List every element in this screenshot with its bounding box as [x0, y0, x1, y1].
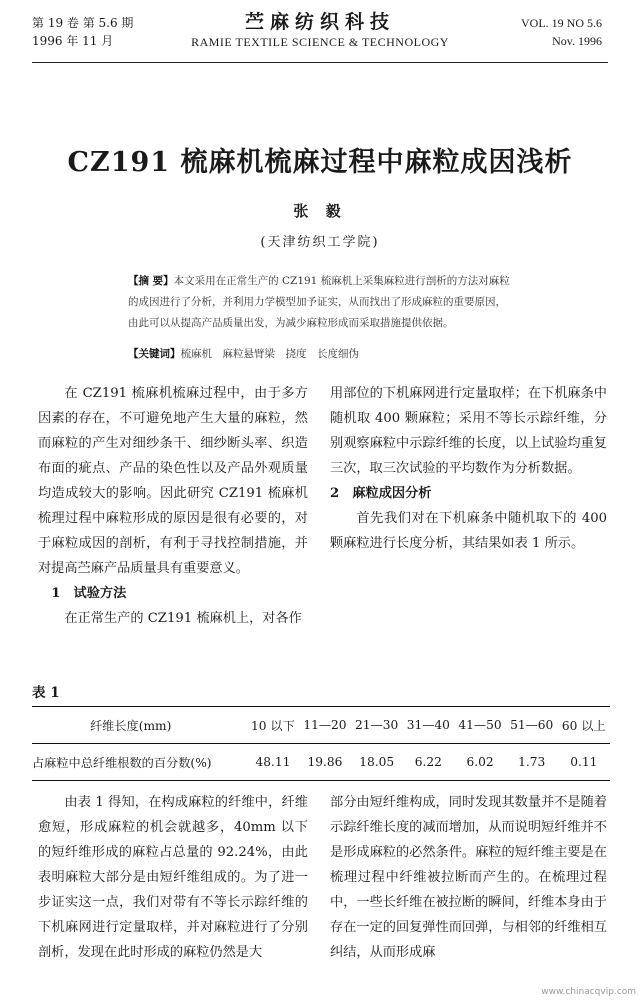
- body-column-right-lower: [330, 790, 607, 965]
- keywords-label: 【关键词】: [128, 348, 181, 360]
- author-affiliation: (天津纺织工学院): [260, 235, 380, 250]
- table-cell: 31—40: [402, 707, 454, 744]
- section-heading-1: 1 试验方法: [51, 586, 127, 601]
- table-cell: 6.02: [454, 744, 506, 781]
- method-paragraph-cont: 用部位的下机麻网进行定量取样；在下机麻条中随机取 400 颗麻粒；采用不等长示踪纤维，分别观察麻粒中示踪纤维的长度，以上试验均重复三次，取三次试验的平均数作为分析数据。: [330, 386, 607, 476]
- abstract: [128, 271, 516, 334]
- discussion-paragraph: 由表 1 得知，在构成麻粒的纤维中，纤维愈短，形成麻粒的机会就越多，40mm 以下的短纤维形成的麻粒占总量的 92.24%，由此表明麻粒大部分是由短纤维组成的。为了进一步证实这一点，我们对带有不等长示踪纤维的下机麻网进行定量取样，并对麻粒进行了分别剖析，发现在此时形成的麻粒仍然是大: [38, 795, 308, 960]
- journal-name-cn: 苎麻纺织科技: [244, 11, 395, 33]
- table-cell: 0.11: [558, 744, 610, 781]
- body-column-left: [38, 381, 308, 631]
- section-heading-2: 2 麻粒成因分析: [330, 486, 432, 501]
- intro-paragraph: 在 CZ191 梳麻机梳麻过程中，由于多方因素的存在，不可避免地产生大量的麻粒，然而麻粒的产生对细纱条干、细纱断头率、织造布面的疵点、产品的染色性以及产品外观质量均造成较大的影响。因此研究 CZ191 梳麻机梳理过程中麻粒形成的原因是很有必要的，对于麻粒成因的剖析，有利于寻找控制措施，并对提高苎麻产品质量具有重要意义。: [38, 386, 308, 576]
- table-cell: 19.86: [299, 744, 351, 781]
- table-cell: 18.05: [351, 744, 403, 781]
- keywords-text: 梳麻机 麻粒悬臂梁 挠度 长度细伪: [180, 348, 359, 360]
- abstract-label: 【摘 要】: [128, 275, 174, 287]
- table-cell: 6.22: [402, 744, 454, 781]
- table-row-lengths: [32, 707, 610, 744]
- table-row-header: 纤维长度(mm): [32, 707, 247, 744]
- keywords: [128, 344, 516, 365]
- table-cell: 41—50: [454, 707, 506, 744]
- table-cell: 51—60: [506, 707, 558, 744]
- article-title: CZ191 梳麻机梳麻过程中麻粒成因浅析: [67, 147, 573, 178]
- header-rule: [32, 62, 608, 63]
- discussion-paragraph-cont: 部分由短纤维构成，同时发现其数量并不是随着示踪纤维长度的减而增加，从而说明短纤维并不是形成麻粒的必然条件。麻粒的短纤维主要是在梳理过程中纤维被拉断而产生的。在梳理过程中，一些长纤维在被拉断的瞬间，纤维本身由于存在一定的回复弹性而回弹，与相邻的纤维相互纠结，从而形成麻: [330, 795, 607, 960]
- method-paragraph: 在正常生产的 CZ191 梳麻机上，对各作: [64, 611, 302, 626]
- table-cell: 48.11: [247, 744, 299, 781]
- table-cell: 60 以上: [558, 707, 610, 744]
- table-cell: 10 以下: [247, 707, 299, 744]
- body-column-right: [330, 381, 607, 556]
- date-en: Nov. 1996: [552, 34, 602, 48]
- date-cn: 1996 年 11 月: [32, 34, 114, 48]
- header-right: [521, 14, 602, 50]
- body-column-left-lower: [38, 790, 308, 965]
- author-name: 张 毅: [293, 202, 347, 220]
- table-cell: 11—20: [299, 707, 351, 744]
- analysis-paragraph: 首先我们对在下机麻条中随机取下的 400颗麻粒进行长度分析，其结果如表 1 所示。: [330, 511, 607, 551]
- table-cell: 1.73: [506, 744, 558, 781]
- watermark: www.chinacqvip.com: [541, 987, 636, 997]
- table-label: 表 1: [32, 685, 60, 701]
- volume-issue-cn: 第 19 卷 第 5.6 期: [32, 16, 134, 30]
- table-row-percentages: [32, 744, 610, 781]
- table-row-header: 占麻粒中总纤维根数的百分数(%): [32, 744, 247, 781]
- volume-issue-en: VOL. 19 NO 5.6: [521, 16, 602, 30]
- table-cell: 21—30: [351, 707, 403, 744]
- table-1: [32, 706, 610, 781]
- abstract-text: 本文采用在正常生产的 CZ191 梳麻机上采集麻粒进行剖析的方法对麻粒的成因进行了分析，并利用力学模型加予证实，从而找出了形成麻粒的重要原因，由此可以从提高产品质量出发，为减少麻粒形成而采取措施提供依据。: [128, 275, 510, 329]
- journal-name-en: RAMIE TEXTILE SCIENCE & TECHNOLOGY: [191, 35, 449, 49]
